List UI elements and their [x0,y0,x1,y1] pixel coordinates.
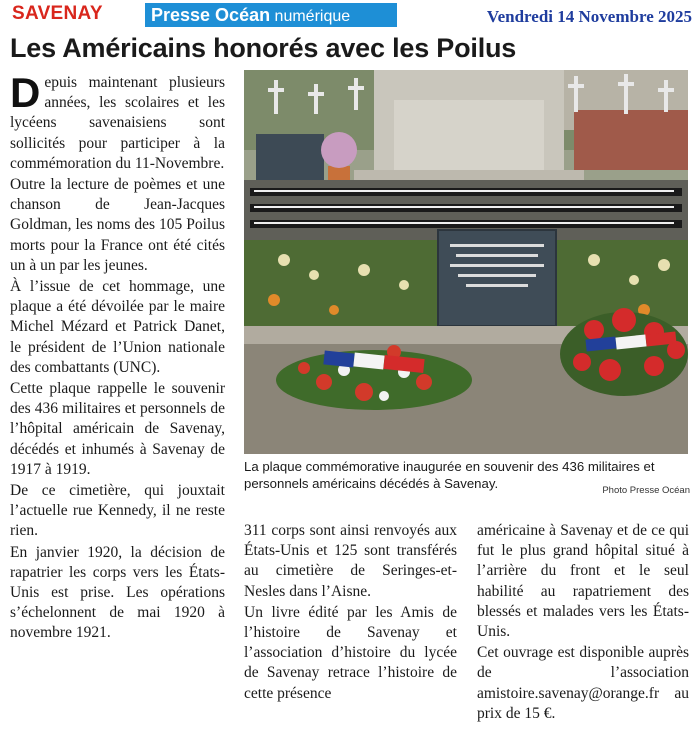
article-headline: Les Américains honorés avec les Poilus [10,33,517,63]
article-paragraph: Depuis maintenant plusieurs années, les scolaires et les lycéens savenaisiens sont sollicités pour participer à la commémoration du 11-Novembre. [10,69,225,172]
article-paragraph: De ce cimetière, qui jouxtait l’actuelle rue Kennedy, il ne reste rien. [10,482,225,540]
publication-date: Vendredi 14 Novembre 2025 [486,7,692,26]
photo-credit: Photo Presse Océan [602,485,690,496]
article-column-2 [244,521,457,705]
article-paragraph: Un livre édité par les Amis de l’histoire de Savenay et l’association d’histoire du lycée de Savenay retrace l’histoire de cette présence [244,603,457,702]
article-paragraph: En janvier 1920, la décision de rapatrier les corps vers les États-Unis est prise. Les opérations s’échelonnent de mai 1920 à novembre 1921. [10,543,225,642]
article-column-1 [10,69,225,645]
article-paragraph: Cet ouvrage est disponible auprès de l’association amistoire.savenay@orange.fr au prix de 15 €. [477,644,689,722]
photo-illustration [244,70,688,454]
photo-caption: La plaque commémorative inaugurée en souvenir des 436 militaires et personnels américains décédés à Savenay. [244,459,655,491]
article-paragraph: Cette plaque rappelle le souvenir des 436 militaires et personnels de l’hôpital américain de Savenay, décédés et inhumés à Savenay de 1917 à 1919. [10,380,225,478]
article-column-3 [477,521,689,725]
article-paragraph: 311 corps sont ainsi renvoyés aux États-Unis et 125 sont transférés au cimetière de Seringes-et-Nesles dans l’Aisne. [244,522,457,600]
section-label: SAVENAY [12,3,103,24]
brand-suffix: numérique [270,8,351,25]
article-photo [244,70,688,454]
dropcap: D [10,69,41,116]
brand-logo[interactable] [145,3,397,27]
article-paragraph: Outre la lecture de poèmes et une chanson de Jean-Jacques Goldman, les noms des 105 Poilus morts pour la France ont été cités un à un par les jeunes. [10,176,225,274]
article-paragraph: américaine à Savenay et de ce qui fut le plus grand hôpital situé à l’arrière du front et le seul habilité au rapatriement des blessés et malades vers les États-Unis. [477,522,689,641]
article-paragraph: À l’issue de cet hommage, une plaque a été dévoilée par le maire Michel Mézard et Patrick Danet, le président de l’Union nationale des combattants (UNC). [10,278,225,376]
masthead [0,0,700,32]
brand-name: Presse Océan [151,5,271,25]
